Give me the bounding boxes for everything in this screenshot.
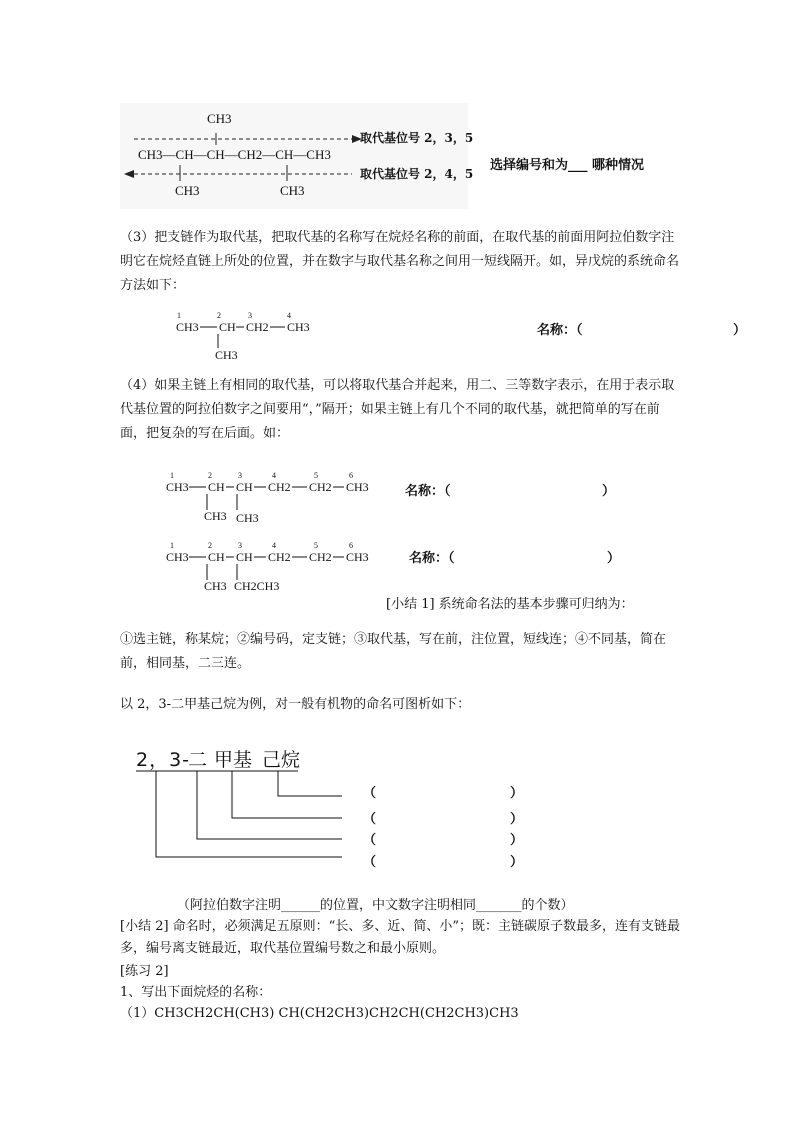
summary-1-title: [小结 1] 系统命名法的基本步骤可归纳为： [386, 597, 634, 612]
carbon-number: 3 [248, 311, 252, 320]
blank-open: （ [363, 855, 377, 870]
paragraph-3: （3）把支链作为取代基，把取代基的名称写在烷烃名称的前面，在取代基的前面用阿拉伯数字注明它在烷烃直链上所处的位置，并在数字与取代基名称之间用一短线隔开。如，异戊烷的系统命名方法如下： [120, 230, 680, 293]
carbon-number: 1 [170, 541, 174, 550]
carbon-number: 1 [177, 311, 181, 320]
carbon-number: 5 [314, 541, 318, 550]
c2: CH [208, 550, 225, 564]
label-numbering-a: 取代基位号 2，3，5 [360, 131, 474, 145]
name-label: 名称：（ [405, 484, 451, 499]
carbon-number: 2 [217, 311, 221, 320]
branch-ch3: CH3 [204, 579, 227, 593]
name-label: 名称：（ [537, 323, 583, 338]
blank-open: （ [363, 812, 377, 827]
carbon-number: 1 [170, 471, 174, 480]
name-label: 名称：（ [409, 551, 455, 566]
c2: CH [208, 480, 225, 494]
blank-open: （ [363, 833, 377, 848]
c5: CH2 [309, 480, 332, 494]
c3: CH [236, 480, 253, 494]
c4: CH2 [268, 550, 291, 564]
c4: CH2 [268, 480, 291, 494]
carbon-number: 2 [208, 471, 212, 480]
label-numbering-b: 取代基位号 2，4，5 [360, 167, 474, 181]
ch3-top: CH3 [207, 111, 232, 126]
carbon-number: 3 [238, 471, 242, 480]
part-number: 2，3- [136, 749, 191, 771]
name-close: ） [602, 484, 616, 499]
c1: CH3 [166, 550, 189, 564]
name-close: ） [607, 551, 621, 566]
carbon-number: 4 [272, 541, 276, 550]
carbon-number: 6 [349, 541, 353, 550]
branch-ch3: CH3 [204, 509, 227, 523]
blank-close: ） [510, 833, 524, 848]
name-close: ） [733, 323, 747, 338]
practice-question-1-1: （1）CH3CH2CH(CH3) CH(CH2CH3)CH2CH(CH2CH3)CH3 [120, 1006, 519, 1021]
c6: CH3 [346, 480, 369, 494]
part-ji: 己烷 [262, 749, 301, 771]
summary-2: [小结 2] 命名时，必须满足五原则：“长、多、近、简、小”；既：主链碳原子数最多，连有支链最多，编号离支链最近，取代基位置编号数之和最小原则。 [120, 919, 680, 956]
carbon-number: 3 [238, 541, 242, 550]
carbon-number: 2 [208, 541, 212, 550]
blank-close: ） [510, 855, 524, 870]
c1: CH3 [176, 320, 199, 334]
blank-close: ） [510, 812, 524, 827]
c5: CH2 [309, 550, 332, 564]
branch-ch3: CH3 [236, 511, 259, 525]
carbon-number: 4 [272, 471, 276, 480]
blank-open: （ [363, 786, 377, 801]
paragraph-4: （4）如果主链上有相同的取代基，可以将取代基合并起来，用二、三等数字表示，在用于表示取代基位置的阿拉伯数字之间要用“，”隔开；如果主链上有几个不同的取代基，就把简单的写在前面，把复杂的写在后面。如： [120, 378, 675, 441]
diagram-caption: （阿拉伯数字注明______的位置，中文数字注明相同_______的个数） [177, 898, 574, 913]
part-jia: 甲基 [214, 749, 253, 771]
carbon-number: 4 [287, 311, 291, 320]
carbon-number: 6 [349, 471, 353, 480]
practice-title: [练习 2] [120, 964, 169, 979]
ch3-sub-left: CH3 [175, 183, 200, 198]
branch-ethyl: CH2CH3 [234, 579, 280, 593]
part-er: 二 [188, 749, 208, 771]
blank-close: ） [510, 786, 524, 801]
c4: CH3 [287, 320, 310, 334]
c2: CH [219, 320, 236, 334]
carbon-number: 5 [314, 471, 318, 480]
summary-1-body: ①选主链，称某烷；②编号码，定支链；③取代基，写在前，注位置，短线连；④不同基，简在前，相同基，二三连。 [120, 632, 667, 671]
branch-ch3: CH3 [215, 348, 238, 362]
c3: CH [236, 550, 253, 564]
c6: CH3 [346, 550, 369, 564]
c1: CH3 [166, 480, 189, 494]
example-intro: 以 2，3-二甲基己烷为例，对一般有机物的命名可图析如下： [120, 697, 471, 712]
ch3-sub-right: CH3 [280, 183, 305, 198]
figure-question: 选择编号和为___ 哪种情况 [490, 158, 645, 173]
c3: CH2 [246, 320, 269, 334]
practice-question-1: 1、写出下面烷烃的名称： [120, 985, 272, 1000]
main-chain: CH3—CH—CH—CH2—CH—CH3 [138, 147, 331, 162]
